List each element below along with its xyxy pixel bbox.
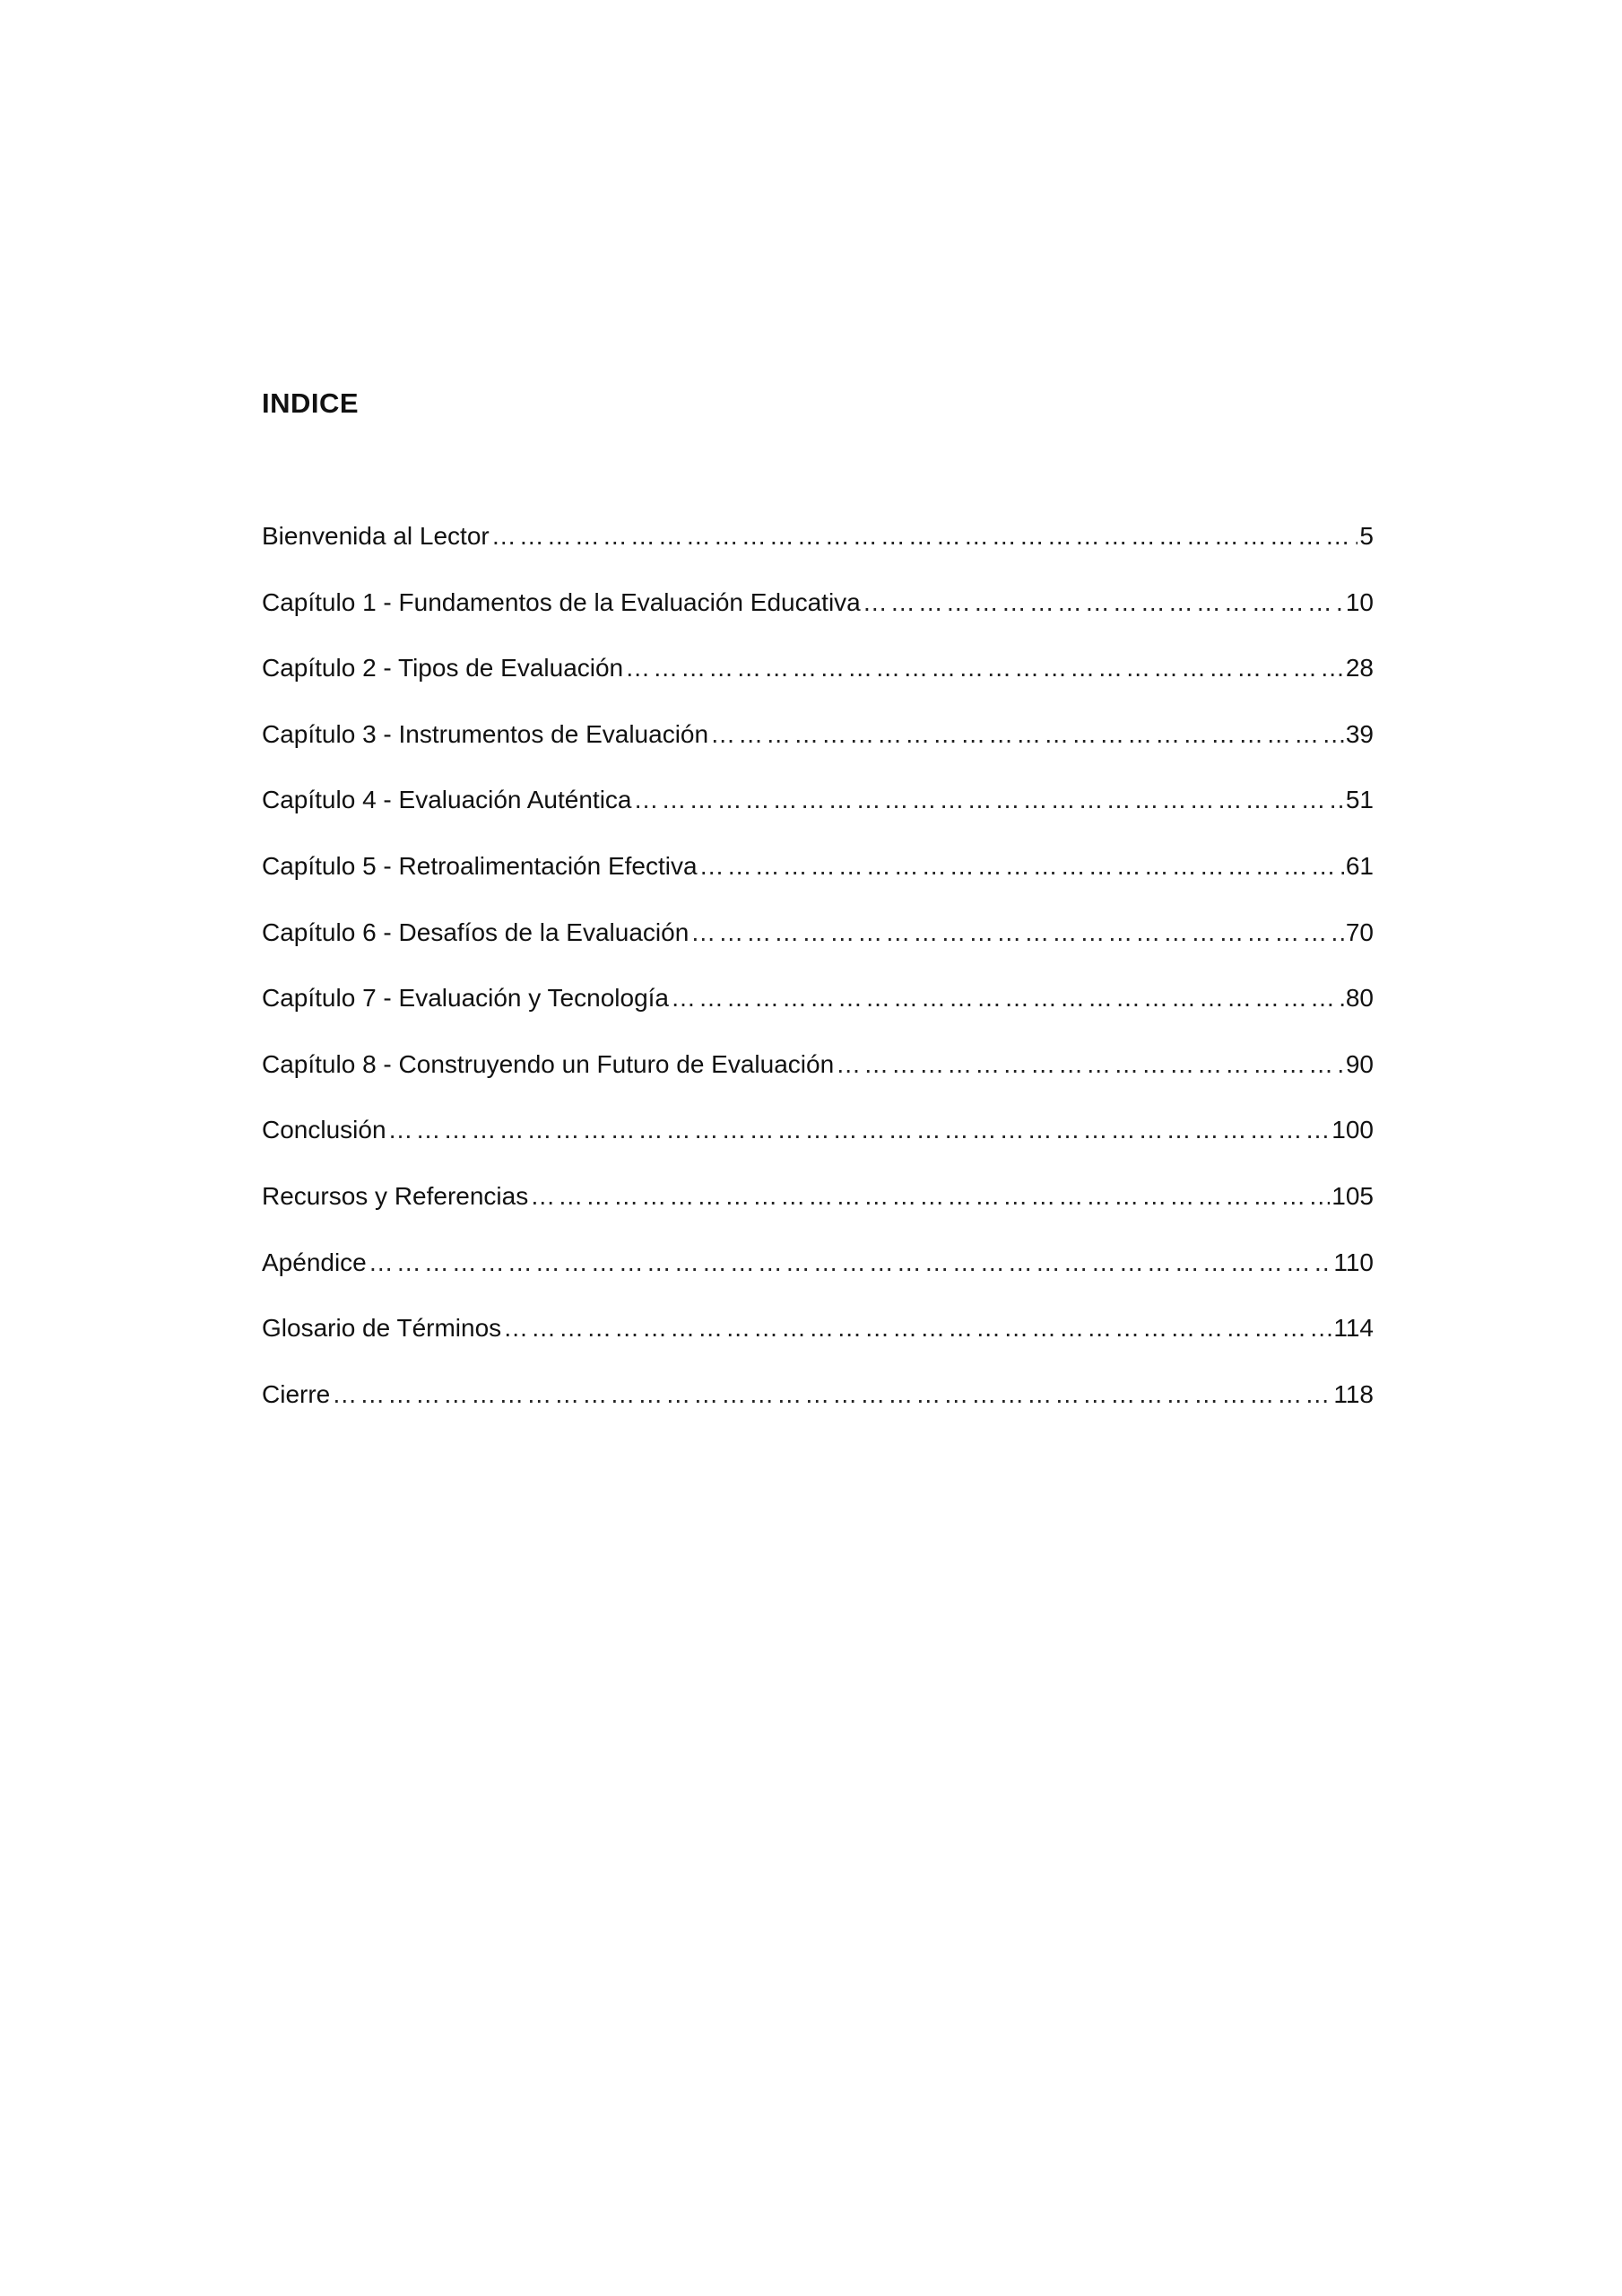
toc-entry-page: 28 [1345, 654, 1374, 683]
toc-leader-dots [388, 1116, 1331, 1144]
toc-entry-page: 118 [1333, 1379, 1374, 1408]
toc-entry-page: 114 [1333, 1314, 1374, 1343]
toc-entry-label: Bienvenida al Lector [262, 522, 490, 550]
toc-leader-dots [491, 522, 1358, 551]
toc-entry-page: 5 [1359, 522, 1374, 550]
toc-leader-dots [710, 720, 1344, 749]
toc-entry-label: Apéndice [262, 1248, 367, 1276]
toc-entry-label: Capítulo 4 - Evaluación Auténtica [262, 786, 632, 814]
toc-entry [262, 1116, 1374, 1182]
toc-entry [262, 918, 1374, 985]
toc-entry-page: 80 [1345, 984, 1374, 1013]
toc-entry [262, 720, 1374, 787]
toc-leader-dots [633, 786, 1343, 814]
toc-entry-label: Capítulo 2 - Tipos de Evaluación [262, 654, 624, 683]
toc-entry [262, 1380, 1374, 1447]
toc-entry-label: Capítulo 7 - Evaluación y Tecnología [262, 984, 669, 1013]
toc-entry-page: 100 [1331, 1116, 1374, 1144]
toc-entry-label: Capítulo 1 - Fundamentos de la Evaluación Educativa [262, 587, 861, 616]
toc-leader-dots [625, 654, 1344, 683]
toc-entry [262, 522, 1374, 588]
toc-entry-label: Glosario de Términos [262, 1314, 502, 1343]
toc-entry-page: 70 [1345, 918, 1374, 946]
toc-entry [262, 1182, 1374, 1248]
toc-entry-page: 61 [1345, 851, 1374, 880]
toc-entry-label: Capítulo 5 - Retroalimentación Efectiva [262, 851, 698, 880]
table-of-contents [262, 522, 1374, 1446]
toc-entry-label: Capítulo 8 - Construyendo un Futuro de Evaluación [262, 1049, 835, 1078]
toc-entry-label: Capítulo 3 - Instrumentos de Evaluación [262, 719, 709, 748]
toc-entry [262, 1050, 1374, 1117]
toc-leader-dots [699, 852, 1344, 881]
toc-entry-page: 39 [1345, 719, 1374, 748]
toc-entry [262, 1248, 1374, 1315]
toc-leader-dots [671, 984, 1344, 1013]
toc-leader-dots [369, 1248, 1332, 1277]
toc-entry-label: Cierre [262, 1379, 331, 1408]
toc-entry-page: 110 [1333, 1248, 1374, 1276]
toc-entry-page: 90 [1345, 1049, 1374, 1078]
toc-leader-dots [690, 918, 1344, 947]
toc-entry [262, 984, 1374, 1050]
toc-entry-page: 10 [1345, 587, 1374, 616]
page-title: INDICE [262, 387, 360, 419]
toc-entry-label: Capítulo 6 - Desafíos de la Evaluación [262, 918, 690, 946]
toc-entry [262, 588, 1374, 655]
toc-entry [262, 852, 1374, 918]
toc-entry [262, 654, 1374, 720]
toc-leader-dots [332, 1380, 1331, 1409]
toc-entry [262, 786, 1374, 852]
toc-entry-page: 105 [1331, 1181, 1374, 1210]
toc-leader-dots [836, 1050, 1344, 1079]
toc-entry [262, 1314, 1374, 1380]
toc-leader-dots [530, 1182, 1330, 1211]
toc-entry-label: Recursos y Referencias [262, 1181, 529, 1210]
toc-leader-dots [863, 588, 1344, 617]
toc-entry-label: Conclusión [262, 1116, 386, 1144]
toc-entry-page: 51 [1345, 786, 1374, 814]
toc-leader-dots [503, 1314, 1331, 1343]
